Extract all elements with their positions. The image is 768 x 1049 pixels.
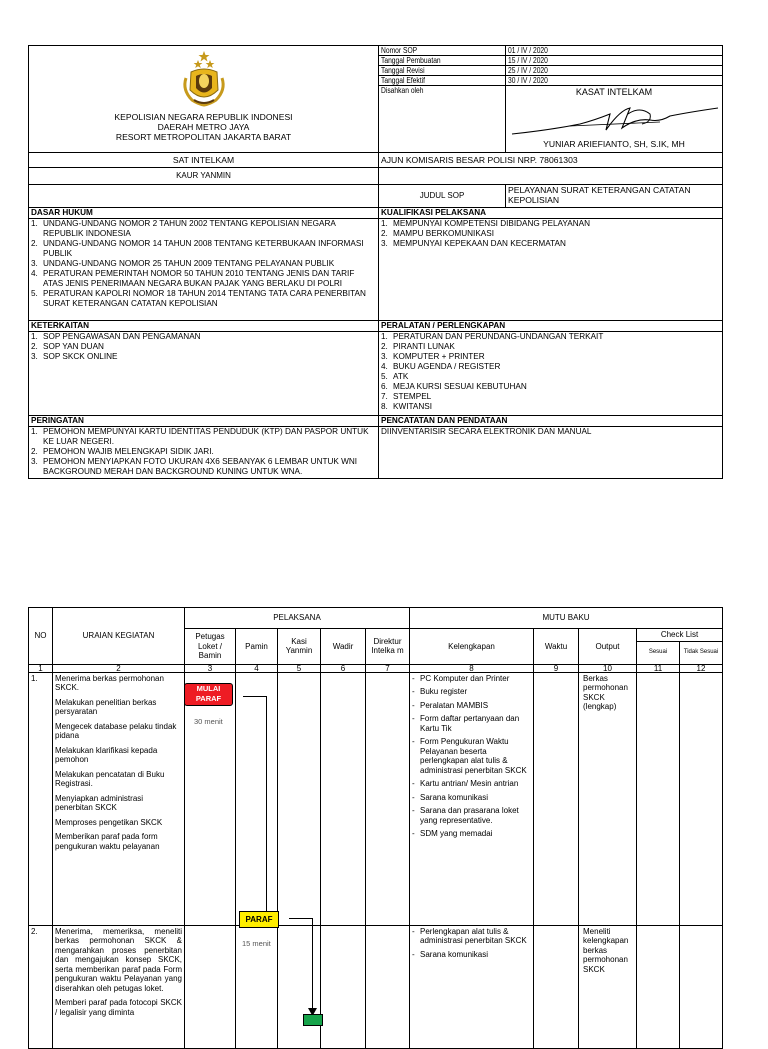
list-item [31,352,376,362]
kualifikasi-title: KUALIFIKASI PELAKSANA [379,208,722,219]
equipment-item [412,806,531,825]
header-pelaksana: PELAKSANA [185,608,410,629]
list-number: 3. [381,239,388,248]
meta-label: Tanggal Efektif [379,76,506,86]
column-number: 11 [637,664,680,672]
sesuai-cell [637,925,680,1048]
column-number: 9 [534,664,579,672]
row-number: 1. [29,672,53,925]
list-text: KOMPUTER + PRINTER [393,352,485,361]
header-checklist: Check List [637,629,723,642]
meta-label: Nomor SOP [379,46,506,56]
list-number: 5. [381,372,388,381]
column-number: 10 [579,664,637,672]
wadir-cell [321,925,366,1048]
meta-label: Tanggal Pembuatan [379,56,506,66]
list-text: MEMPUNYAI KOMPETENSI DIBIDANG PELAYANAN [393,219,590,228]
equipment-text: Sarana komunikasi [420,792,489,802]
column-number: 4 [236,664,278,672]
meta-value: 25 / IV / 2020 [506,66,723,76]
list-number: 5. [31,289,38,298]
equipment-item [412,701,531,711]
list-number: 3. [31,259,38,268]
column-number: 7 [366,664,410,672]
peringatan-section [29,416,379,479]
list-text: PEMOHON WAJIB MELENGKAPI SIDIK JARI. [43,447,214,456]
list-text: STEMPEL [393,392,432,401]
sop-header-table [28,45,723,479]
list-number: 1. [381,332,388,341]
blank-cell [29,185,379,208]
list-text: KWITANSI [393,402,432,411]
kasi-cell [278,672,321,925]
direktur-cell [366,672,410,925]
equipment-item [412,687,531,697]
list-number: 2. [381,342,388,351]
pencatatan-section [379,416,723,479]
list-item [381,342,720,352]
list-item [381,402,720,412]
list-number: 1. [31,332,38,341]
list-text: PERATURAN PEMERINTAH NOMOR 50 TAHUN 2010 TENTANG JENIS DAN TARIF ATAS JENIS PENERIMAAN NEGARA BUKAN PAJAK YANG BERLAKU DI POLRI [43,269,355,288]
equipment-item [412,714,531,733]
list-text: PEMOHON MENYIAPKAN FOTO UKURAN 4X6 SEBANYAK 6 LEMBAR UNTUK WNI BACKGROUND MERAH DAN BACKGROUND KUNING UNTUK WNA. [43,457,358,476]
meta-label: Tanggal Revisi [379,66,506,76]
row-output: Berkas permohonan SKCK (lengkap) [579,672,637,925]
list-item [381,392,720,402]
approver-cell [506,86,723,153]
header-waktu: Waktu [534,629,579,665]
bullet-dash: - [412,687,415,696]
row-uraian [53,925,185,1048]
flow-connector [243,696,267,697]
equipment-item [412,674,531,684]
equipment-item [412,829,531,839]
list-text: PIRANTI LUNAK [393,342,455,351]
equipment-text: Perlengkapan alat tulis & administrasi penerbitan SKCK [420,926,527,945]
list-item [381,382,720,392]
kasi-cell [278,925,321,1048]
list-item [381,332,720,342]
column-number-row [29,664,723,672]
duration-label: 30 menit [194,717,223,726]
bullet-dash: - [412,806,415,815]
blank-cell [379,168,723,185]
petugas-cell [185,925,236,1048]
bullet-dash: - [412,714,415,723]
subunit-name: KAUR YANMIN [29,168,379,185]
flow-connector [312,918,313,1010]
flow-connector [266,696,267,920]
list-number: 1. [381,219,388,228]
column-number: 1 [29,664,53,672]
bullet-dash: - [412,792,415,802]
dasar-hukum-list [31,219,376,309]
list-number: 4. [31,269,38,278]
equipment-text: Form Pengukuran Waktu Pelayanan beserta perlengkapan alat tulis & administrasi penerbitan SKCK [420,737,527,775]
peralatan-list [381,332,720,412]
flow-row [29,925,723,1048]
sesuai-cell [637,672,680,925]
list-text: UNDANG-UNDANG NOMOR 2 TAHUN 2002 TENTANG KEPOLISIAN NEGARA REPUBLIK INDONESIA [43,219,336,238]
row-output: Meneliti kelengkapan berkas permohonan SKCK [579,925,637,1048]
waktu-cell [534,925,579,1048]
list-number: 1. [31,427,38,436]
activity-step: Melakukan penelitian berkas persyaratan [55,697,157,716]
meta-value: 01 / IV / 2020 [506,46,723,56]
list-item [381,229,720,239]
petugas-cell [185,672,236,925]
equipment-item [412,779,531,789]
equipment-item [412,793,531,803]
list-text: PERATURAN DAN PERUNDANG-UNDANGAN TERKAIT [393,332,604,341]
mulai-paraf-box: MULAI PARAF [184,683,233,706]
header-petugas: Petugas Loket / Bamin [185,629,236,665]
list-item [31,447,376,457]
activity-step: Memberi paraf pada fotocopi SKCK / legalisir yang diminta [55,998,182,1017]
list-text: MEMPUNYAI KEPEKAAN DAN KECERMATAN [393,239,566,248]
equipment-text: Peralatan MAMBIS [420,700,489,710]
list-text: UNDANG-UNDANG NOMOR 14 TAHUN 2008 TENTANG KETERBUKAAN INFORMASI PUBLIK [43,239,364,258]
keterkaitan-list [31,332,376,362]
activity-step: Memproses pengetikan SKCK [55,817,163,827]
pamin-cell [236,672,278,925]
row-kelengkapan [410,925,534,1048]
org-line-2: DAERAH METRO JAYA [157,122,250,132]
list-text: UNDANG-UNDANG NOMOR 25 TAHUN 2009 TENTANG PELAYANAN PUBLIK [43,259,335,268]
list-text: SOP SKCK ONLINE [43,352,118,361]
header-kasi: Kasi Yanmin [278,629,321,665]
duration-label: 15 menit [242,939,271,948]
peralatan-title: PERALATAN / PERLENGKAPAN [379,321,722,332]
judul-value: PELAYANAN SURAT KETERANGAN CATATAN KEPOLISIAN [506,185,723,208]
activity-step: Mengecek database pelaku tindak pidana [55,721,177,740]
list-text: PEMOHON MEMPUNYAI KARTU IDENTITAS PENDUDUK (KTP) DAN PASPOR UNTUK KE LUAR NEGERI. [43,427,369,446]
header-pamin: Pamin [236,629,278,665]
header-wadir: Wadir [321,629,366,665]
flow-connector [289,918,313,919]
judul-label: JUDUL SOP [379,185,506,208]
bullet-dash: - [412,949,415,959]
org-line-3: RESORT METROPOLITAN JAKARTA BARAT [115,132,292,142]
list-text: SOP PENGAWASAN DAN PENGAMANAN [43,332,201,341]
direktur-cell [366,925,410,1048]
meta-value: 15 / IV / 2020 [506,56,723,66]
equipment-text: SDM yang memadai [420,829,493,838]
list-item [31,239,376,259]
list-item [31,289,376,309]
list-item [31,342,376,352]
list-number: 2. [31,447,38,456]
police-emblem-icon [174,50,234,108]
header-tidak-sesuai: Tidak Sesuai [680,641,723,664]
row-kelengkapan [410,672,534,925]
list-number: 7. [381,392,388,401]
list-number: 2. [31,342,38,351]
activity-step: Melakukan pencatatan di Buku Registrasi. [55,769,165,788]
pencatatan-title: PENCATATAN DAN PENDATAAN [379,416,722,427]
list-number: 2. [31,239,38,248]
list-number: 3. [31,352,38,361]
list-item [31,269,376,289]
list-text: SOP YAN DUAN [43,342,104,351]
list-number: 4. [381,362,388,371]
column-number: 6 [321,664,366,672]
tidak-sesuai-cell [680,672,723,925]
list-number: 1. [31,219,38,228]
approved-label: Disahkan oleh [379,86,506,153]
equipment-text: Sarana dan prasarana loket yang representative. [420,806,519,825]
header-no: NO [29,608,53,665]
list-number: 2. [381,229,388,238]
equipment-text: Sarana komunikasi [420,949,489,959]
column-number: 12 [680,664,723,672]
list-number: 3. [381,352,388,361]
bullet-dash: - [412,737,415,746]
row-number: 2. [29,925,53,1048]
approver-title: KASAT INTELKAM [575,87,653,97]
equipment-text: Buku register [420,687,468,696]
unit-name: SAT INTELKAM [29,153,379,168]
approver-rank: AJUN KOMISARIS BESAR POLISI NRP. 78061303 [379,153,723,168]
meta-value: 30 / IV / 2020 [506,76,723,86]
header-direktur: Direktur Intelka m [366,629,410,665]
keterkaitan-section [29,321,379,416]
list-item [31,219,376,239]
next-step-box [303,1014,323,1026]
header-sesuai: Sesuai [637,641,680,664]
waktu-cell [534,672,579,925]
header-output: Output [579,629,637,665]
list-item [31,427,376,447]
list-text: PERATURAN KAPOLRI NOMOR 18 TAHUN 2014 TENTANG TATA CARA PENERBITAN SURAT KETERANGAN CATATAN KEPOLISIAN [43,289,366,308]
list-text: ATK [393,372,409,381]
dasar-hukum-section [29,208,379,321]
tidak-sesuai-cell [680,925,723,1048]
column-number: 8 [410,664,534,672]
bullet-dash: - [412,829,415,838]
peringatan-title: PERINGATAN [29,416,378,427]
column-number: 3 [185,664,236,672]
org-line-1: KEPOLISIAN NEGARA REPUBLIK INDONESI [114,112,293,122]
list-item [381,362,720,372]
header-kelengkapan: Kelengkapan [410,629,534,665]
paraf-box: PARAF [239,911,279,928]
dasar-hukum-title: DASAR HUKUM [29,208,378,219]
list-item [31,457,376,477]
peringatan-list [31,427,376,477]
kualifikasi-section [379,208,723,321]
equipment-text: Form daftar pertanyaan dan Kartu Tik [420,714,520,733]
equipment-item [412,927,531,946]
row-uraian [53,672,185,925]
organization-cell [29,46,379,153]
signature-icon [510,100,720,140]
bullet-dash: - [412,779,415,788]
equipment-text: PC Komputer dan Printer [420,673,510,683]
pencatatan-text: DIINVENTARISIR SECARA ELEKTRONIK DAN MANUAL [381,427,592,436]
list-item [381,239,720,249]
list-item [31,332,376,342]
flow-table [28,607,723,1049]
bullet-dash: - [412,673,415,683]
list-item [381,219,720,229]
equipment-item [412,737,531,775]
keterkaitan-title: KETERKAITAN [29,321,378,332]
column-number: 2 [53,664,185,672]
flow-row [29,672,723,925]
peralatan-section [379,321,723,416]
kualifikasi-list [381,219,720,249]
column-number: 5 [278,664,321,672]
bullet-dash: - [412,926,415,936]
list-number: 3. [31,457,38,466]
activity-step: Memberikan paraf pada form pengukuran waktu pelayanan [55,832,160,851]
list-item [31,259,376,269]
wadir-cell [321,672,366,925]
equipment-text: Kartu antrian/ Mesin antrian [420,779,519,788]
list-text: MEJA KURSI SESUAI KEBUTUHAN [393,382,527,391]
header-uraian: URAIAN KEGIATAN [53,608,185,665]
list-number: 6. [381,382,388,391]
equipment-item [412,950,531,960]
list-item [381,372,720,382]
activity-step: Menerima, memeriksa, meneliti berkas permohonan SKCK & mengarahkan proses penerbitan dan mengajukan konsep SKCK, serta memberikan paraf pada Form pengukuran waktu Pelayanan yang diserahkan oleh petugas loket. [55,926,182,993]
list-number: 8. [381,402,388,411]
list-text: MAMPU BERKOMUNIKASI [393,229,494,238]
bullet-dash: - [412,700,415,710]
header-mutu-baku: MUTU BAKU [410,608,723,629]
list-item [381,352,720,362]
list-text: BUKU AGENDA / REGISTER [393,362,501,371]
activity-step: Melakukan klarifikasi kepada pemohon [55,745,158,764]
activity-step: Menerima berkas permohonan SKCK. [55,673,164,692]
activity-step: Menyiapkan administrasi penerbitan SKCK [55,793,144,812]
approver-name: YUNIAR ARIEFIANTO, SH, S.IK, MH [543,139,685,149]
